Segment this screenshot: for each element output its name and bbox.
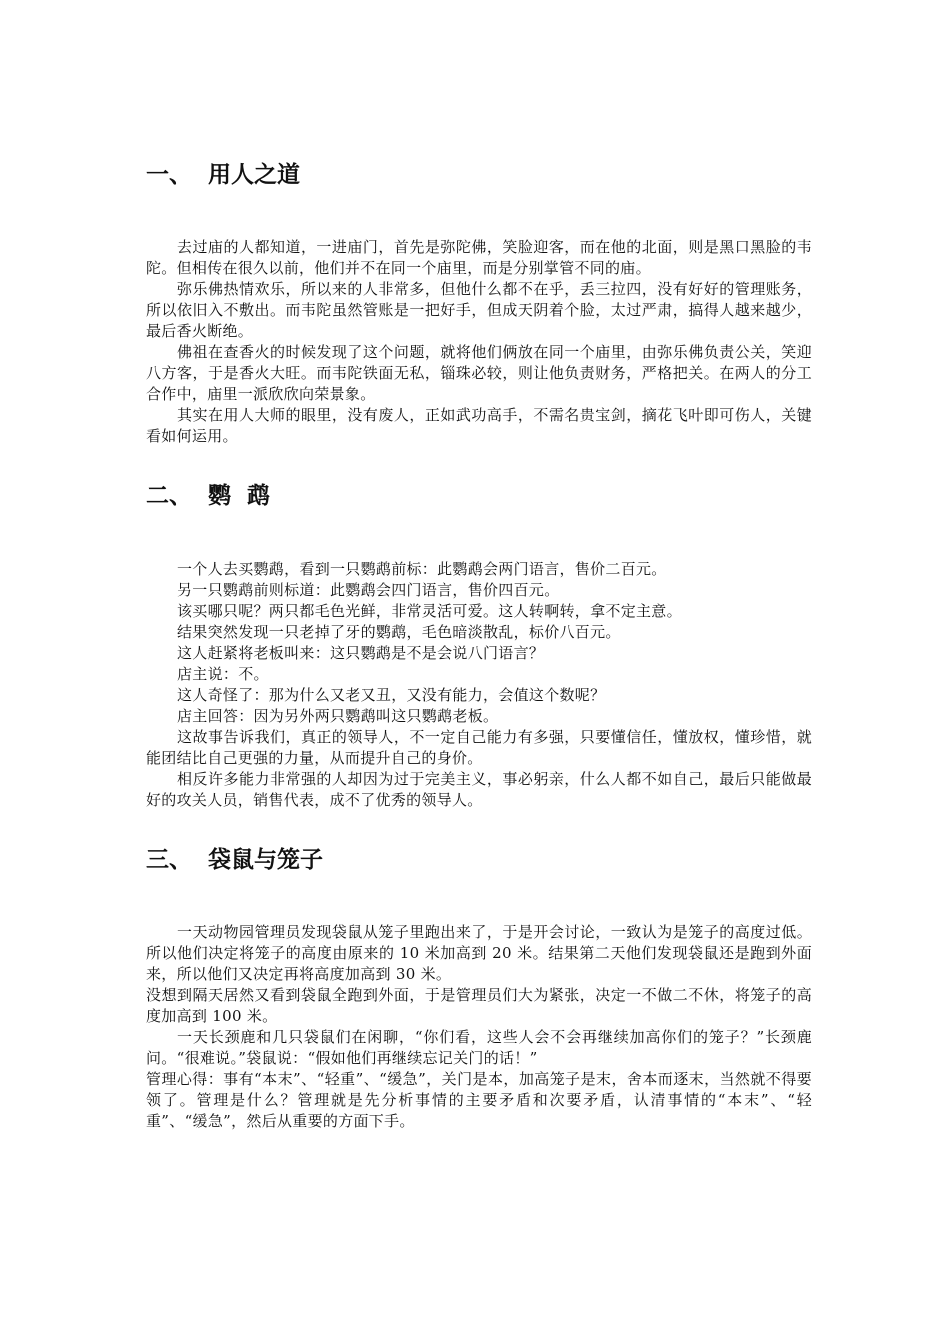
section-body xyxy=(146,922,812,1132)
section-title: 袋鼠与笼子 xyxy=(208,847,323,873)
paragraph: 一个人去买鹦鹉，看到一只鹦鹉前标：此鹦鹉会两门语言，售价二百元。 xyxy=(177,560,667,578)
paragraph: 这人奇怪了：那为什么又老又丑，又没有能力，会值这个数呢？ xyxy=(177,686,606,704)
paragraph: 一天长颈鹿和几只袋鼠们在闲聊，“你们看，这些人会不会再继续加高你们的笼子？”长颈鹿问。“很难说。”袋鼠说：“假如他们再继续忘记关门的话！” xyxy=(146,1028,812,1067)
paragraph: 这人赶紧将老板叫来：这只鹦鹉是不是会说八门语言？ xyxy=(177,644,545,662)
section-heading xyxy=(146,845,323,875)
section-heading xyxy=(146,160,300,190)
paragraph: 一天动物园管理员发现袋鼠从笼子里跑出来了，于是开会讨论，一致认为是笼子的高度过低。所以他们决定将笼子的高度由原来的 10 米加高到 20 米。结果第二天他们发现袋鼠还是跑到外面来，所以他们又决定再将高度加高到 30 米。 xyxy=(146,923,812,983)
paragraph: 没想到隔天居然又看到袋鼠全跑到外面，于是管理员们大为紧张，决定一不做二不休，将笼子的高度加高到 100 米。 xyxy=(146,986,812,1025)
section-number: 三、 xyxy=(146,847,192,873)
paragraph: 去过庙的人都知道，一进庙门，首先是弥陀佛，笑脸迎客，而在他的北面，则是黑口黑脸的韦陀。但相传在很久以前，他们并不在同一个庙里，而是分别掌管不同的庙。 xyxy=(146,238,812,277)
paragraph: 弥乐佛热情欢乐，所以来的人非常多，但他什么都不在乎，丢三拉四，没有好好的管理账务，所以依旧入不敷出。而韦陀虽然管账是一把好手，但成天阴着个脸，太过严肃，搞得人越来越少，最后香火断绝。 xyxy=(146,280,812,340)
section-title: 用人之道 xyxy=(208,162,300,188)
section-title: 鹦 鹉 xyxy=(208,483,271,509)
paragraph: 管理心得：事有“本末”、“轻重”、“缓急”，关门是本，加高笼子是末，舍本而逐末，当然就不得要领了。管理是什么？管理就是先分析事情的主要矛盾和次要矛盾，认清事情的“本末”、“轻重”、“缓急”，然后从重要的方面下手。 xyxy=(146,1070,812,1130)
paragraph: 相反许多能力非常强的人却因为过于完美主义，事必躬亲，什么人都不如自己，最后只能做最好的攻关人员，销售代表，成不了优秀的领导人。 xyxy=(146,770,812,809)
paragraph: 该买哪只呢？两只都毛色光鲜，非常灵活可爱。这人转啊转，拿不定主意。 xyxy=(177,602,682,620)
paragraph: 另一只鹦鹉前则标道：此鹦鹉会四门语言，售价四百元。 xyxy=(177,581,560,599)
section-body xyxy=(146,559,812,811)
paragraph: 店主回答：因为另外两只鹦鹉叫这只鹦鹉老板。 xyxy=(177,707,499,725)
section-body xyxy=(146,237,812,447)
paragraph: 佛祖在查香火的时候发现了这个问题，就将他们俩放在同一个庙里，由弥乐佛负责公关，笑迎八方客，于是香火大旺。而韦陀铁面无私，锱珠必较，则让他负责财务，严格把关。在两人的分工合作中，庙里一派欣欣向荣景象。 xyxy=(146,343,812,403)
section-number: 一、 xyxy=(146,162,192,188)
paragraph: 店主说：不。 xyxy=(177,665,269,683)
section-number: 二、 xyxy=(146,483,192,509)
paragraph: 其实在用人大师的眼里，没有废人，正如武功高手，不需名贵宝剑，摘花飞叶即可伤人，关键看如何运用。 xyxy=(146,406,812,445)
paragraph: 这故事告诉我们，真正的领导人，不一定自己能力有多强，只要懂信任，懂放权，懂珍惜，就能团结比自己更强的力量，从而提升自己的身价。 xyxy=(146,728,812,767)
section-heading xyxy=(146,481,270,511)
paragraph: 结果突然发现一只老掉了牙的鹦鹉，毛色暗淡散乱，标价八百元。 xyxy=(177,623,621,641)
